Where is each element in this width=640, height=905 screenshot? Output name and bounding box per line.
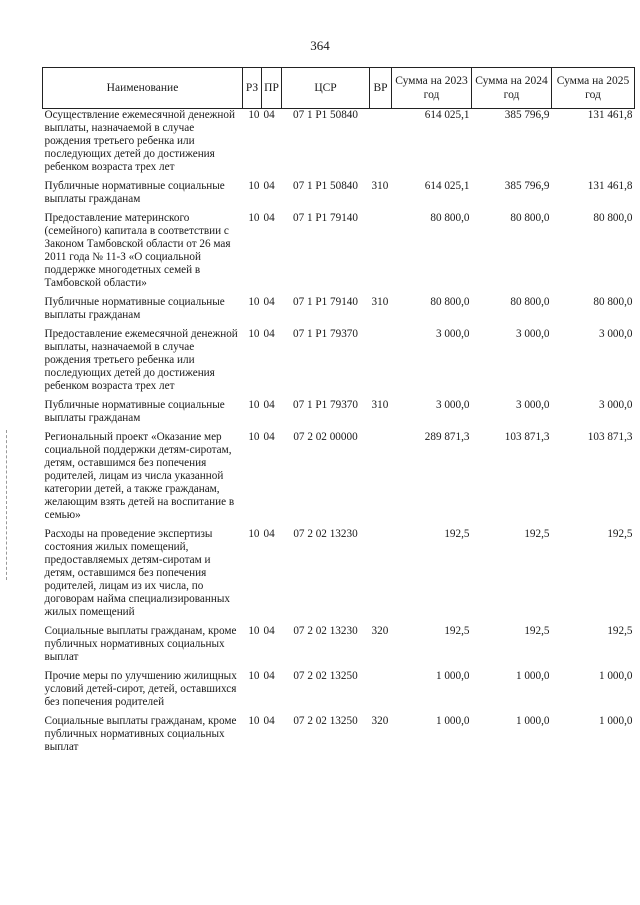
cell-pr: 04 [263,328,275,340]
budget-table [42,67,635,760]
table-row [43,109,635,181]
table-row [43,180,635,212]
cell-pr: 04 [263,212,275,224]
cell-sum-2023: 3 000,0 [435,328,470,340]
cell-pr: 04 [263,180,275,192]
cell-rz: 10 [248,296,260,308]
header-pr: ПР [262,68,282,109]
cell-sum-2024: 385 796,9 [504,109,550,121]
cell-vr: 310 [371,399,389,411]
cell-csr: 07 1 P1 79140 [293,296,358,308]
cell-name: Осуществление ежемесячной денежной выплаты, назначаемой в случае рождения третьего ребенка или последующих детей до достижения ребенком возраста трех лет [44,109,235,173]
cell-sum-2024: 192,5 [524,528,550,540]
cell-pr: 04 [263,625,275,637]
cell-name: Публичные нормативные социальные выплаты гражданам [44,180,225,205]
cell-name: Социальные выплаты гражданам, кроме публичных нормативных социальных выплат [44,625,237,663]
header-sum-2025: Сумма на 2025 год [552,68,635,109]
cell-sum-2025: 80 800,0 [593,212,633,224]
cell-name: Прочие меры по улучшению жилищных условий детей-сирот, детей, оставшихся без попечения родителей [44,670,237,708]
cell-sum-2025: 80 800,0 [593,296,633,308]
cell-name: Предоставление ежемесячной денежной выплаты, назначаемой в случае рождения третьего ребенка или последующих детей до достижения ребенком возраста трех лет [44,328,238,392]
cell-sum-2025: 103 871,3 [587,431,633,443]
cell-vr [370,212,392,296]
cell-pr: 04 [263,399,275,411]
cell-rz: 10 [248,431,260,443]
cell-sum-2023: 289 871,3 [424,431,470,443]
cell-vr [370,670,392,715]
cell-rz: 10 [248,625,260,637]
header-sum-2024: Сумма на 2024 год [472,68,552,109]
table-row [43,399,635,431]
cell-sum-2023: 192,5 [444,528,470,540]
cell-rz: 10 [248,109,260,121]
cell-name: Публичные нормативные социальные выплаты гражданам [44,399,225,424]
cell-name: Предоставление материнского (семейного) капитала в соответствии с Законом Тамбовской области от 26 мая 2011 года № 11-З «О социальной поддержке многодетных семей в Тамбовской области» [44,212,231,289]
header-csr: ЦСР [282,68,370,109]
header-sum-2023: Сумма на 2023 год [392,68,472,109]
cell-rz: 10 [248,212,260,224]
cell-sum-2023: 614 025,1 [424,180,470,192]
cell-sum-2023: 1 000,0 [435,715,470,727]
cell-sum-2025: 1 000,0 [598,670,633,682]
cell-name: Расходы на проведение экспертизы состояния жилых помещений, предоставляемых детям-сиротам и детям, оставшимся без попечения родителей, лицам из их числа, по договорам найма специализированных жилых помещений [44,528,230,618]
table-row [43,431,635,528]
cell-sum-2024: 3 000,0 [515,399,550,411]
cell-csr: 07 2 02 13250 [293,670,358,682]
cell-vr [370,328,392,399]
cell-sum-2023: 1 000,0 [435,670,470,682]
cell-name: Социальные выплаты гражданам, кроме публичных нормативных социальных выплат [44,715,237,753]
cell-csr: 07 2 02 13230 [293,625,358,637]
cell-sum-2025: 192,5 [607,528,633,540]
cell-csr: 07 1 P1 79140 [293,212,358,224]
cell-csr: 07 1 P1 50840 [293,109,358,121]
cell-pr: 04 [263,296,275,308]
cell-csr: 07 1 P1 50840 [293,180,358,192]
cell-sum-2024: 1 000,0 [515,670,550,682]
cell-rz: 10 [248,180,260,192]
cell-csr: 07 1 P1 79370 [293,399,358,411]
cell-rz: 10 [248,715,260,727]
cell-sum-2024: 80 800,0 [510,212,550,224]
cell-pr: 04 [263,431,275,443]
cell-name: Публичные нормативные социальные выплаты гражданам [44,296,225,321]
table-body [43,109,635,761]
cell-sum-2023: 614 025,1 [424,109,470,121]
cell-pr: 04 [263,528,275,540]
table-row [43,670,635,715]
cell-csr: 07 1 P1 79370 [293,328,358,340]
cell-rz: 10 [248,670,260,682]
page-number: 364 [310,38,330,53]
cell-rz: 10 [248,399,260,411]
cell-name: Региональный проект «Оказание мер социальной поддержки детям-сиротам, детям, оставшимся без попечения родителей, лицам из числа указанной категории детей, а также гражданам, желающим взять детей на воспитание в семью» [44,431,235,521]
cell-sum-2024: 3 000,0 [515,328,550,340]
cell-pr: 04 [263,715,275,727]
header-name: Наименование [43,68,243,109]
table-row [43,715,635,760]
table-row [43,212,635,296]
header-vr: ВР [370,68,392,109]
cell-sum-2024: 1 000,0 [515,715,550,727]
cell-vr: 310 [371,296,389,308]
cell-sum-2024: 192,5 [524,625,550,637]
cell-sum-2023: 80 800,0 [430,212,470,224]
table-row [43,528,635,625]
cell-sum-2025: 131 461,8 [587,180,633,192]
cell-sum-2025: 3 000,0 [598,399,633,411]
cell-sum-2023: 3 000,0 [435,399,470,411]
cell-vr: 320 [371,625,389,637]
cell-sum-2024: 80 800,0 [510,296,550,308]
table-header-row [43,68,635,109]
cell-csr: 07 2 02 13250 [293,715,358,727]
cell-pr: 04 [263,109,275,121]
table-row [43,625,635,670]
cell-vr [370,431,392,528]
cell-vr [370,528,392,625]
margin-mark [6,430,8,580]
cell-sum-2025: 1 000,0 [598,715,633,727]
cell-vr [370,109,392,181]
table-row [43,328,635,399]
table-row [43,296,635,328]
cell-pr: 04 [263,670,275,682]
cell-sum-2023: 192,5 [444,625,470,637]
cell-sum-2025: 192,5 [607,625,633,637]
cell-vr: 310 [371,180,389,192]
cell-csr: 07 2 02 13230 [293,528,358,540]
cell-csr: 07 2 02 00000 [293,431,358,443]
cell-sum-2024: 385 796,9 [504,180,550,192]
cell-sum-2025: 131 461,8 [587,109,633,121]
cell-vr: 320 [371,715,389,727]
cell-sum-2025: 3 000,0 [598,328,633,340]
cell-rz: 10 [248,528,260,540]
cell-rz: 10 [248,328,260,340]
header-rz: РЗ [243,68,262,109]
cell-sum-2023: 80 800,0 [430,296,470,308]
cell-sum-2024: 103 871,3 [504,431,550,443]
